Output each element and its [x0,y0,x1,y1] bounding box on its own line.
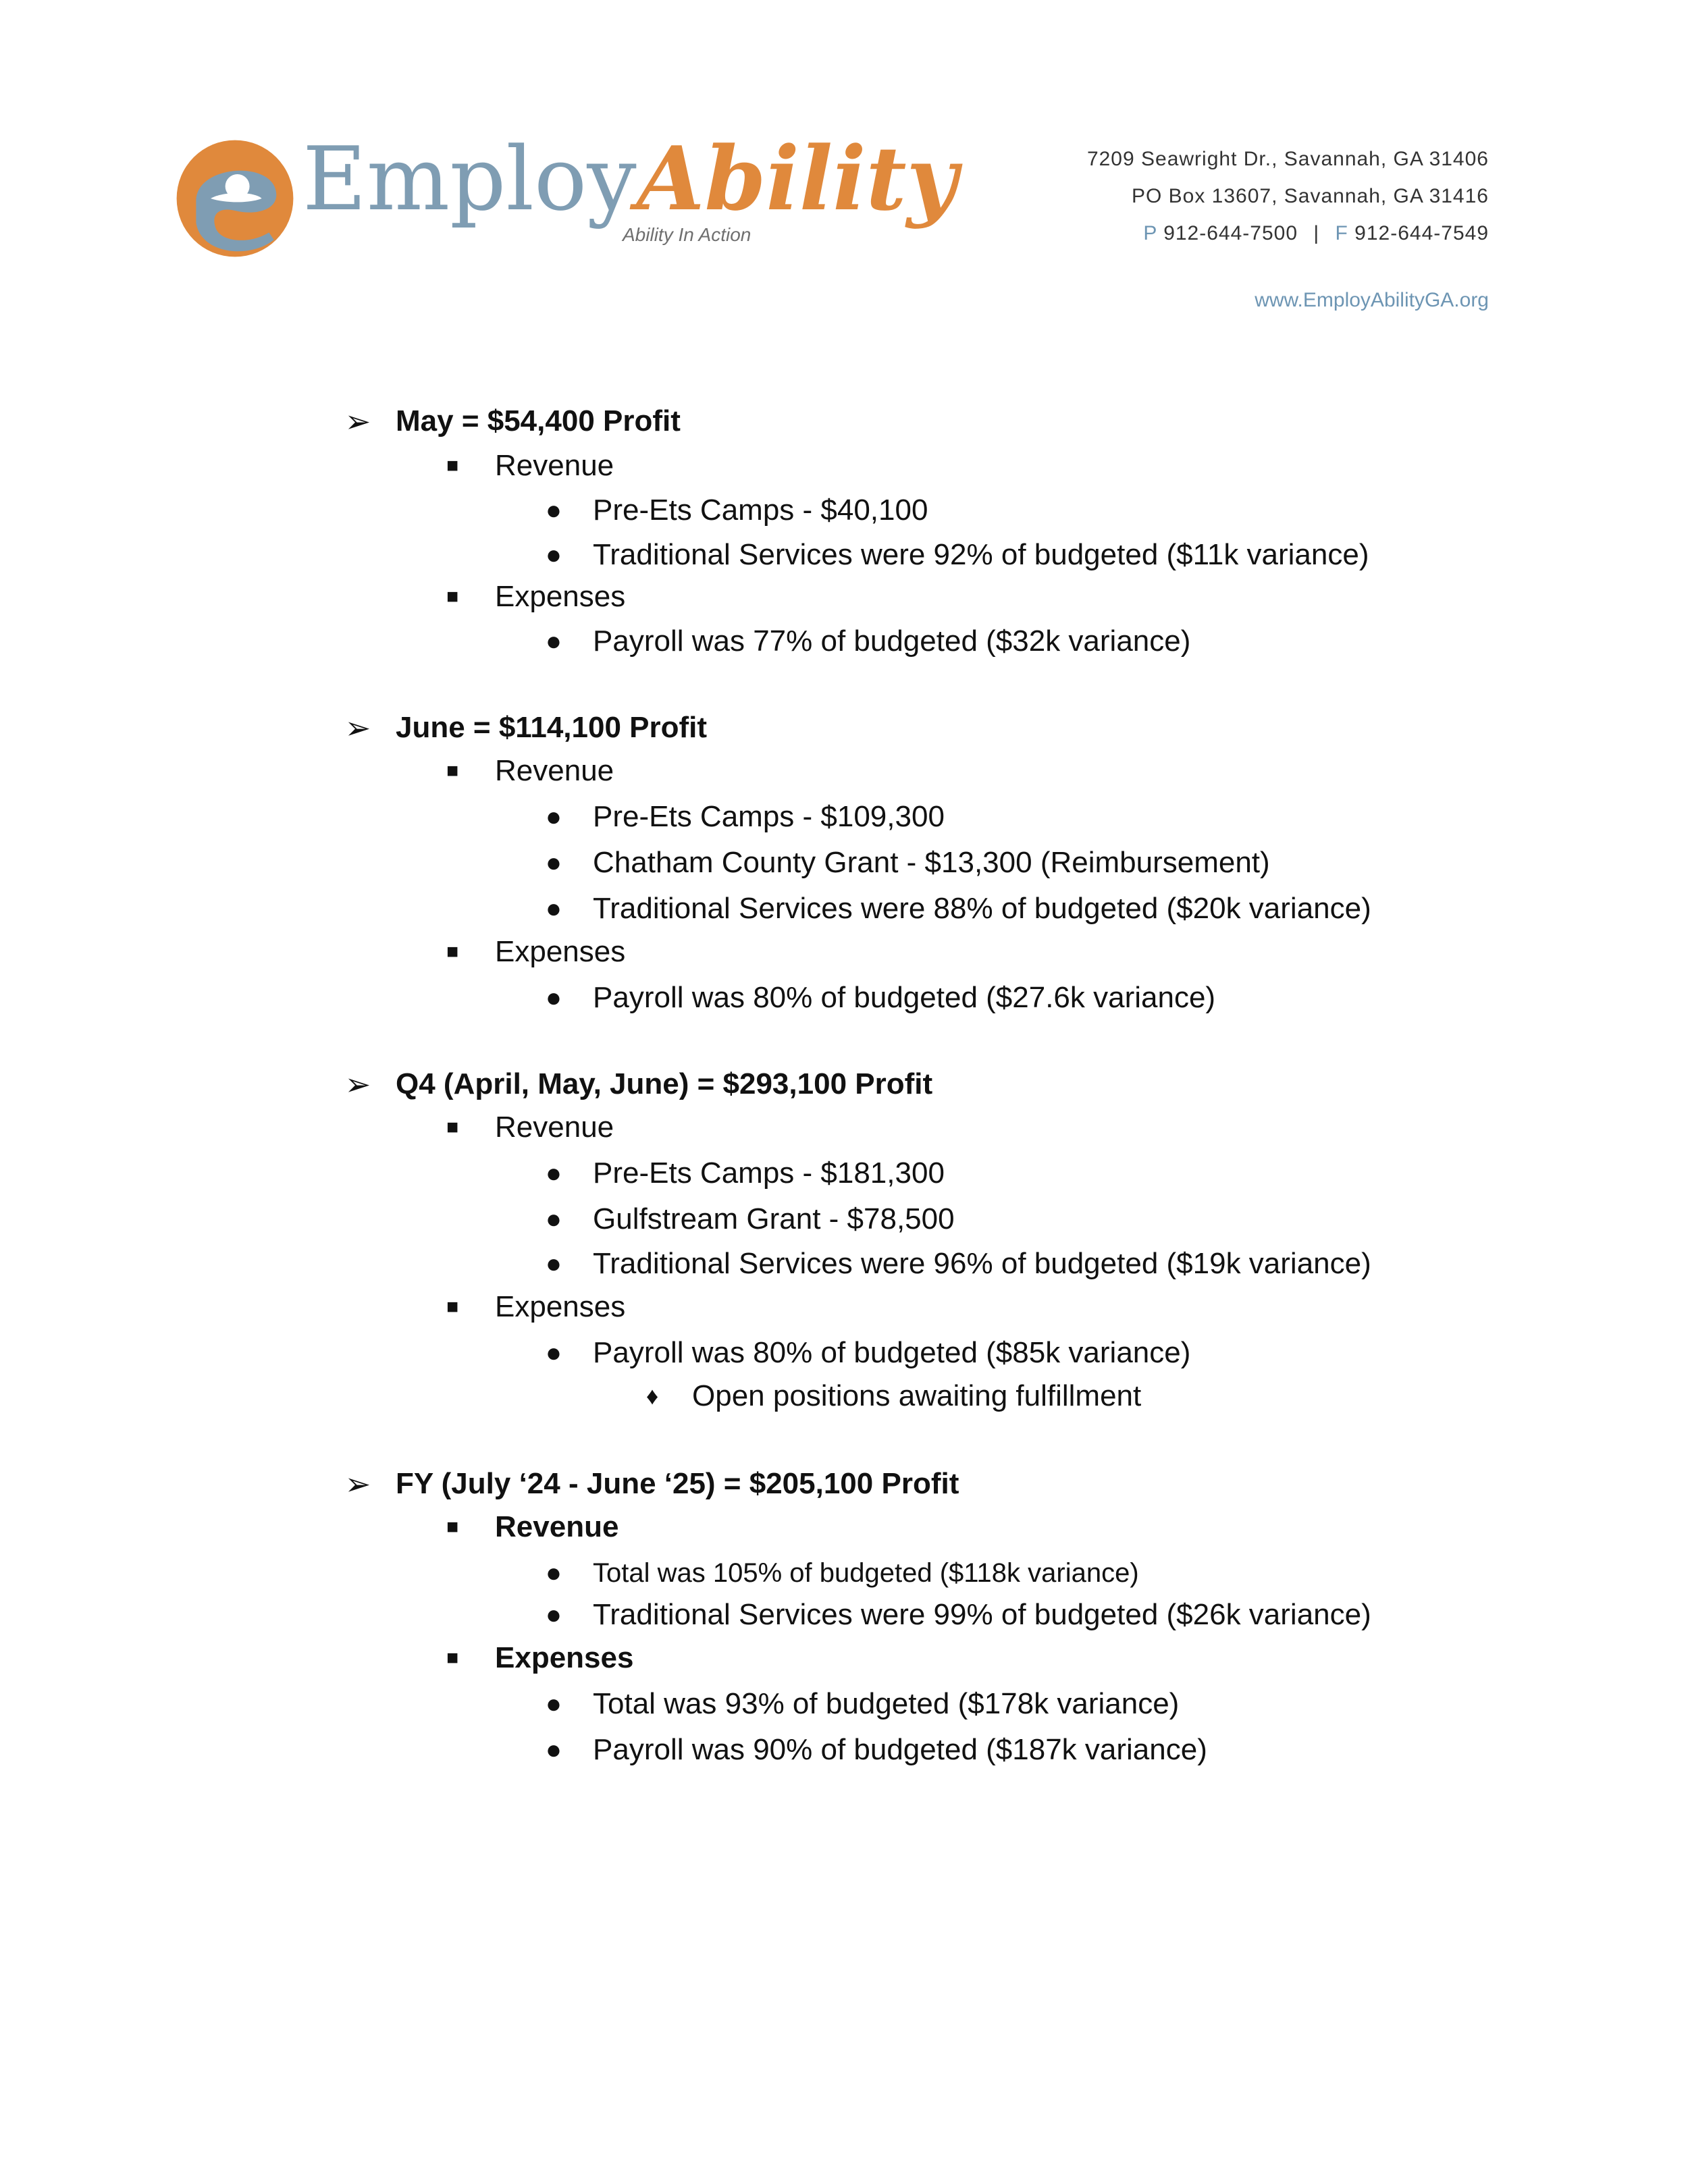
letterhead [0,0,1688,351]
square-bullet-icon: ■ [446,760,459,782]
logo-ability-text: Ability [636,127,958,230]
arrow-bullet-icon: ➢ [344,1466,371,1501]
square-bullet-icon: ■ [446,454,459,477]
street-address: 7209 Seawright Dr., Savannah, GA 31406 [1086,148,1489,170]
logo-tagline: Ability In Action [623,224,751,245]
round-bullet-icon: ● [545,1558,562,1588]
round-bullet-icon: ● [545,540,562,570]
round-bullet-icon: ● [545,1204,562,1234]
square-bullet-icon: ■ [446,1516,459,1538]
diamond-bullet-icon: ♦ [645,1382,659,1410]
round-bullet-icon: ● [545,1338,562,1368]
phone-fax-separator: | [1313,222,1320,244]
employability-logo-icon [174,138,296,259]
address-block [881,140,1489,252]
round-bullet-icon: ● [545,983,562,1013]
square-bullet-icon: ■ [446,940,459,963]
round-bullet-icon: ● [545,1689,562,1719]
round-bullet-icon: ● [545,1249,562,1279]
round-bullet-icon: ● [545,1735,562,1765]
arrow-bullet-icon: ➢ [344,710,371,745]
arrow-bullet-icon: ➢ [344,404,371,439]
phone-fax-line [881,215,1489,252]
square-bullet-icon: ■ [446,1647,459,1669]
arrow-bullet-icon: ➢ [344,1067,371,1102]
square-bullet-icon: ■ [446,1116,459,1138]
round-bullet-icon: ● [545,1158,562,1188]
round-bullet-icon: ● [545,894,562,924]
logo-employ-text: Employ [302,128,637,230]
po-box-address: PO Box 13607, Savannah, GA 31416 [1131,185,1489,207]
fax-label: F [1335,222,1348,244]
round-bullet-icon: ● [545,1600,562,1630]
logo-wordmark [302,127,958,230]
round-bullet-icon: ● [545,496,562,525]
square-bullet-icon: ■ [446,1296,459,1318]
round-bullet-icon: ● [545,802,562,832]
round-bullet-icon: ● [545,848,562,878]
phone-label: P [1143,222,1157,244]
phone-number: 912-644-7500 [1163,222,1298,244]
fax-number: 912-644-7549 [1354,222,1489,244]
square-bullet-icon: ■ [446,585,459,608]
website-link[interactable]: www.EmployAbilityGA.org [1255,289,1489,311]
round-bullet-icon: ● [545,627,562,656]
